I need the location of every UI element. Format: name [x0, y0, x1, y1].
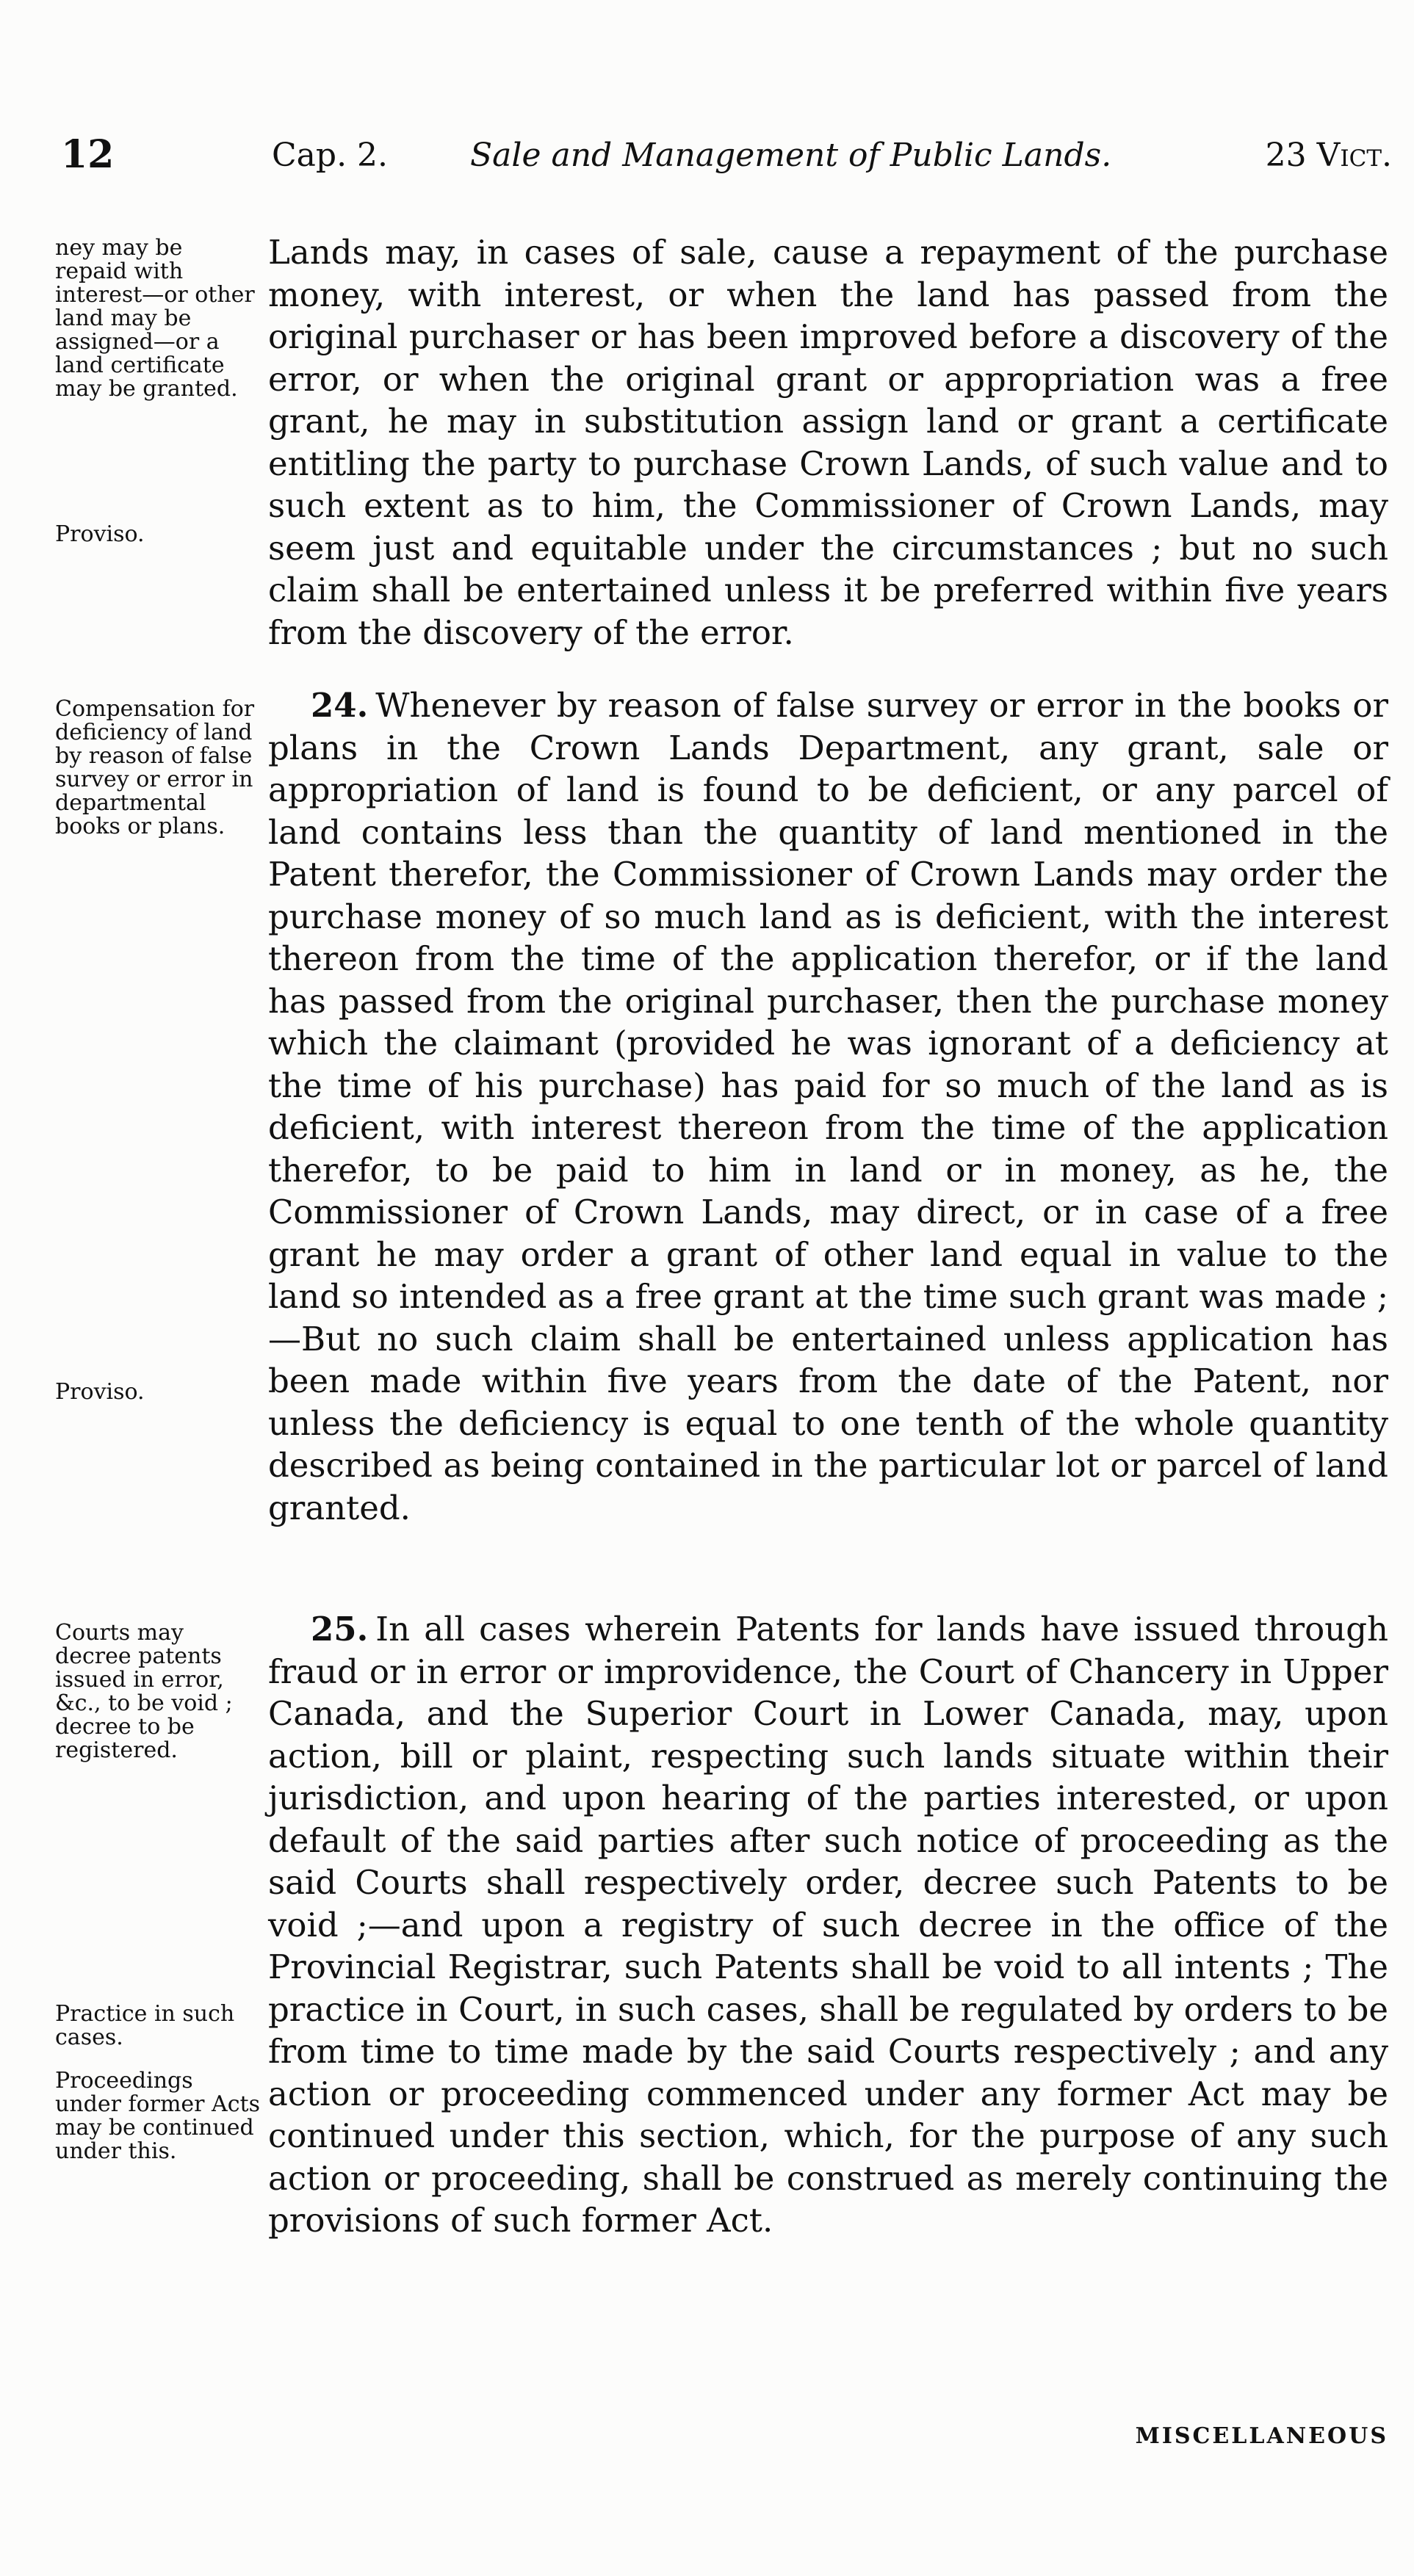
section-23-continuation — [268, 231, 1388, 654]
regnal-year: 23 Vict. — [1265, 137, 1392, 174]
margin-note-compensation: Compensation for deficiency of land by reason of false survey or error in departmental books or plans. — [55, 696, 255, 839]
running-title: Sale and Management of Public Lands. — [470, 137, 1112, 174]
page-number: 12 — [61, 132, 115, 177]
margin-note-practice: Practice in such cases. — [55, 2001, 235, 2050]
section-text: In all cases wherein Patents for lands have issued through fraud or in error or improvidence, the Court of Chancery in Upper Canada, and the Superior Court in Lower Canada, may, upon action, bill or plaint, respecting such lands situate within their jurisdiction, and upon hearing of the parties interested, or upon default of the said parties after such notice of proceeding as the said Courts shall respectively order, decree such Patents to be void ;—and upon a registry of such decree in the office of the Provincial Registrar, such Patents shall be void to all intents ; The practice in Court, in such cases, shall be regulated by orders to be from time to time made by the said Courts respectively ; and any action or proceeding commenced under any former Act may be continued under this section, which, for the purpose of any such action or proceeding, shall be construed as merely continuing the provisions of such former Act. — [268, 1610, 1388, 2240]
chapter-label: Cap. 2. — [272, 137, 389, 174]
section-text: Lands may, in cases of sale, cause a repayment of the purchase money, with interest, or when the land has passed from the original purchaser or has been improved before a discovery of the error, or when the original grant or appropriation was a free grant, he may in substitution assign land or grant a certificate entitling the party to purchase Crown Lands, of such value and to such extent as to him, the Commissioner of Crown Lands, may seem just and equitable under the circumstances ; but no such claim shall be entertained unless it be preferred within five years from the discovery of the error. — [268, 233, 1388, 652]
section-number: 25. — [311, 1610, 369, 1649]
margin-note-proceedings: Proceedings under former Acts may be continued under this. — [55, 2068, 260, 2164]
section-text: Whenever by reason of false survey or error in the books or plans in the Crown Lands Department, any grant, sale or appropriation of land is found to be deficient, or any parcel of land contains less than the quantity of land mentioned in the Patent therefor, the Commissioner of Crown Lands may order the purchase money of so much land as is deficient, with the interest thereon from the time of the application therefor, or if the land has passed from the original purchaser, then the purchase money which the claimant (provided he was ignorant of a deficiency at the time of his purchase) has paid for so much of the land as is deficient, with interest thereon from the time of the application therefor, to be paid to him in land or in money, as he, the Commissioner of Crown Lands, may direct, or in case of a free grant he may order a grant of other land equal in value to the land so intended as a free grant at the time such grant was made ;—But no such claim shall be entertained unless application has been made within five years from the date of the Patent, nor unless the deficiency is equal to one tenth of the whole quantity described as being contained in the particular lot or parcel of land granted. — [268, 686, 1388, 1527]
margin-note-courts: Courts may decree patents issued in error, &c., to be void ; decree to be registered. — [55, 1620, 233, 1763]
section-25 — [268, 1608, 1388, 2242]
margin-note-repayment: ney may be repaid with interest—or other land may be assigned—or a land certificate may be granted. — [55, 235, 255, 402]
catchword: MISCELLANEOUS — [1135, 2423, 1388, 2449]
section-24 — [268, 684, 1388, 1529]
section-number: 24. — [311, 686, 369, 725]
margin-note-proviso: Proviso. — [55, 1379, 145, 1405]
running-header — [55, 132, 1392, 191]
margin-note-proviso: Proviso. — [55, 521, 145, 547]
